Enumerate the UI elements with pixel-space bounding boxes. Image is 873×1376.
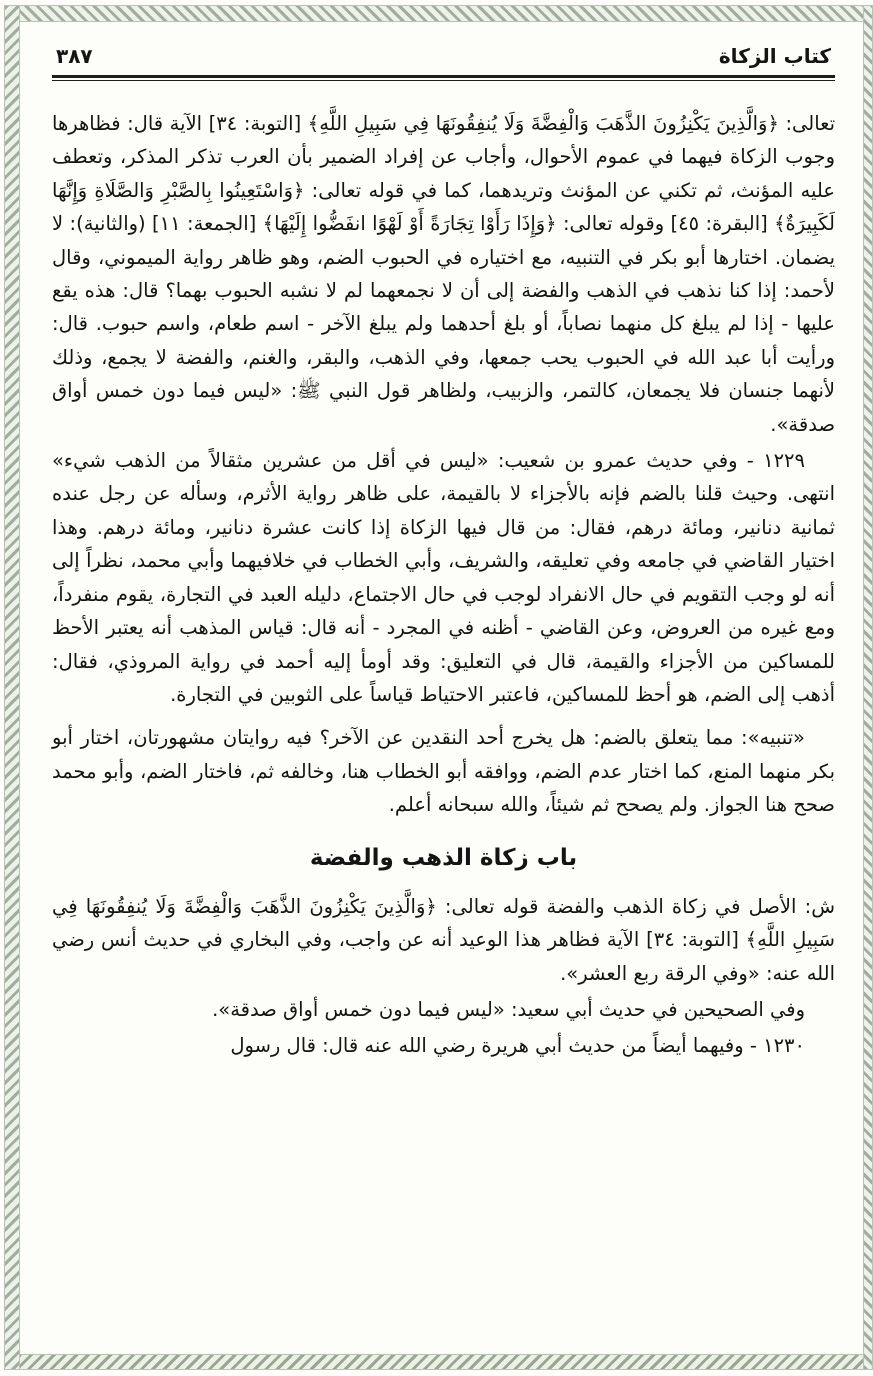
paragraph-hadith-1230: ١٢٣٠ - وفيهما أيضاً من حديث أبي هريرة رضي الله عنه قال: قال رسول bbox=[230, 1034, 805, 1058]
ornamental-border-top bbox=[4, 5, 869, 22]
paragraph-sharh: ش: الأصل في زكاة الذهب والفضة قوله تعالى: ﴿وَالَّذِينَ يَكْنِزُونَ الذَّهَبَ وَالْفِضَّةَ وَلَا يُنفِقُونَهَا فِي سَبِيلِ اللَّهِ﴾ [التوبة: ٣٤] الآية فظاهر هذا الوعيد أنه عن واجب، وفي البخاري في حديث أنس رضي الله عنه: «وفي الرقة ربع العشر». bbox=[52, 894, 836, 985]
paragraph-hadith-1229: ١٢٢٩ - وفي حديث عمرو بن شعيب: «ليس في أقل من عشرين مثقالاً من الذهب شيء» انتهى. وحيث قلنا بالضم فإنه بالأجزاء لا بالقيمة، على ظاهر رواية الأثرم، وسأله عن رجل عنده ثمانية دنانير، ومائة درهم، فقال: من قال فيها الزكاة إذا كانت عشرة دنانير، ومائة درهم. وهذا اختيار القاضي في جامعه وفي تعليقه، والشريف، وأبي الخطاب في خلافيهما وأبي محمد، نظراً إلى أنه لو وجب التقويم في حال الانفراد لوجب في حال الاجتماع، دليله العبد في التجارة، يقوم منفرداً، ومع غيره من العروض، وعن القاضي - أظنه في المجرد - أنه قال: قياس المذهب أنه يعتبر الأحظ للمساكين من الأجزاء والقيمة، قال في التعليق: وقد أومأ إليه أحمد في رواية المروذي، فقال: أذهب إلى الضم، هو أحظ للمساكين، فاعتبر الاحتياط قياساً على الثوبين في التجارة. bbox=[52, 449, 835, 706]
ornamental-border-right bbox=[863, 5, 873, 1370]
header-divider bbox=[52, 75, 835, 81]
book-title: كتاب الزكاة bbox=[718, 44, 831, 68]
page-header bbox=[52, 44, 835, 70]
page-content bbox=[52, 44, 835, 1066]
paragraph-sahihain: وفي الصحيحين في حديث أبي سعيد: «ليس فيما دون خمس أواق صدقة». bbox=[212, 997, 805, 1021]
page-body bbox=[52, 107, 835, 1063]
paragraph-tanbih: «تنبيه»: مما يتعلق بالضم: هل يخرج أحد النقدين عن الآخر؟ فيه روايتان مشهورتان، اختار أبو بكر منهما المنع، كما اختار عدم الضم، ووافقه أبو الخطاب هنا، وخالفه ثم، فاختار الضم، وأبو محمد صحح هنا الجواز. ولم يصحح ثم شيئاً، والله سبحانه أعلم. bbox=[52, 726, 835, 817]
chapter-heading: باب زكاة الذهب والفضة bbox=[309, 844, 578, 871]
ornamental-border-left bbox=[4, 5, 20, 1370]
ornamental-border-bottom bbox=[4, 1354, 869, 1370]
page-number: ٣٨٧ bbox=[56, 44, 93, 68]
paragraph-continuation: تعالى: ﴿وَالَّذِينَ يَكْنِزُونَ الذَّهَبَ وَالْفِضَّةَ وَلَا يُنفِقُونَهَا فِي سَبِيلِ اللَّهِ﴾ [التوبة: ٣٤] الآية قال: فظاهرها وجوب الزكاة فيهما في عموم الأحوال، وأجاب عن إفراد الضمير بأن العرب تذكر المذكر، وتعطف عليه المؤنث، ثم تكني عن المؤنث وتريدهما، كما في قوله تعالى: ﴿وَاسْتَعِينُوا بِالصَّبْرِ وَالصَّلَاةِ وَإِنَّهَا لَكَبِيرَةٌ﴾ [البقرة: ٤٥] وقوله تعالى: ﴿وَإِذَا رَأَوْا تِجَارَةً أَوْ لَهْوًا انفَضُّوا إِلَيْهَا﴾ [الجمعة: ١١] (والثانية): لا يضمان. اختارها أبو بكر في التنبيه، مع اختياره في الحبوب الضم، وهو ظاهر رواية الميموني، وقال لأحمد: إذا كنا نذهب في الذهب والفضة إلى أن لا نجمعهما لم لا نشبه الحبوب بهما؟ قال: هذه يقع عليها - إذا لم يبلغ كل منهما نصاباً، أو بلغ أحدهما ولم يبلغ الآخر - اسم طعام، واسم حبوب. قال: ورأيت أبا عبد الله في الحبوب يحب جمعها، وفي الذهب، والبقر، والغنم، والفضة لا يجمع، وذلك لأنهما جنسان فلا يجمعان، كالتمر، والزبيب، ولظاهر قول النبي ﷺ: «ليس فيما دون خمس أواق صدقة». bbox=[52, 112, 835, 436]
